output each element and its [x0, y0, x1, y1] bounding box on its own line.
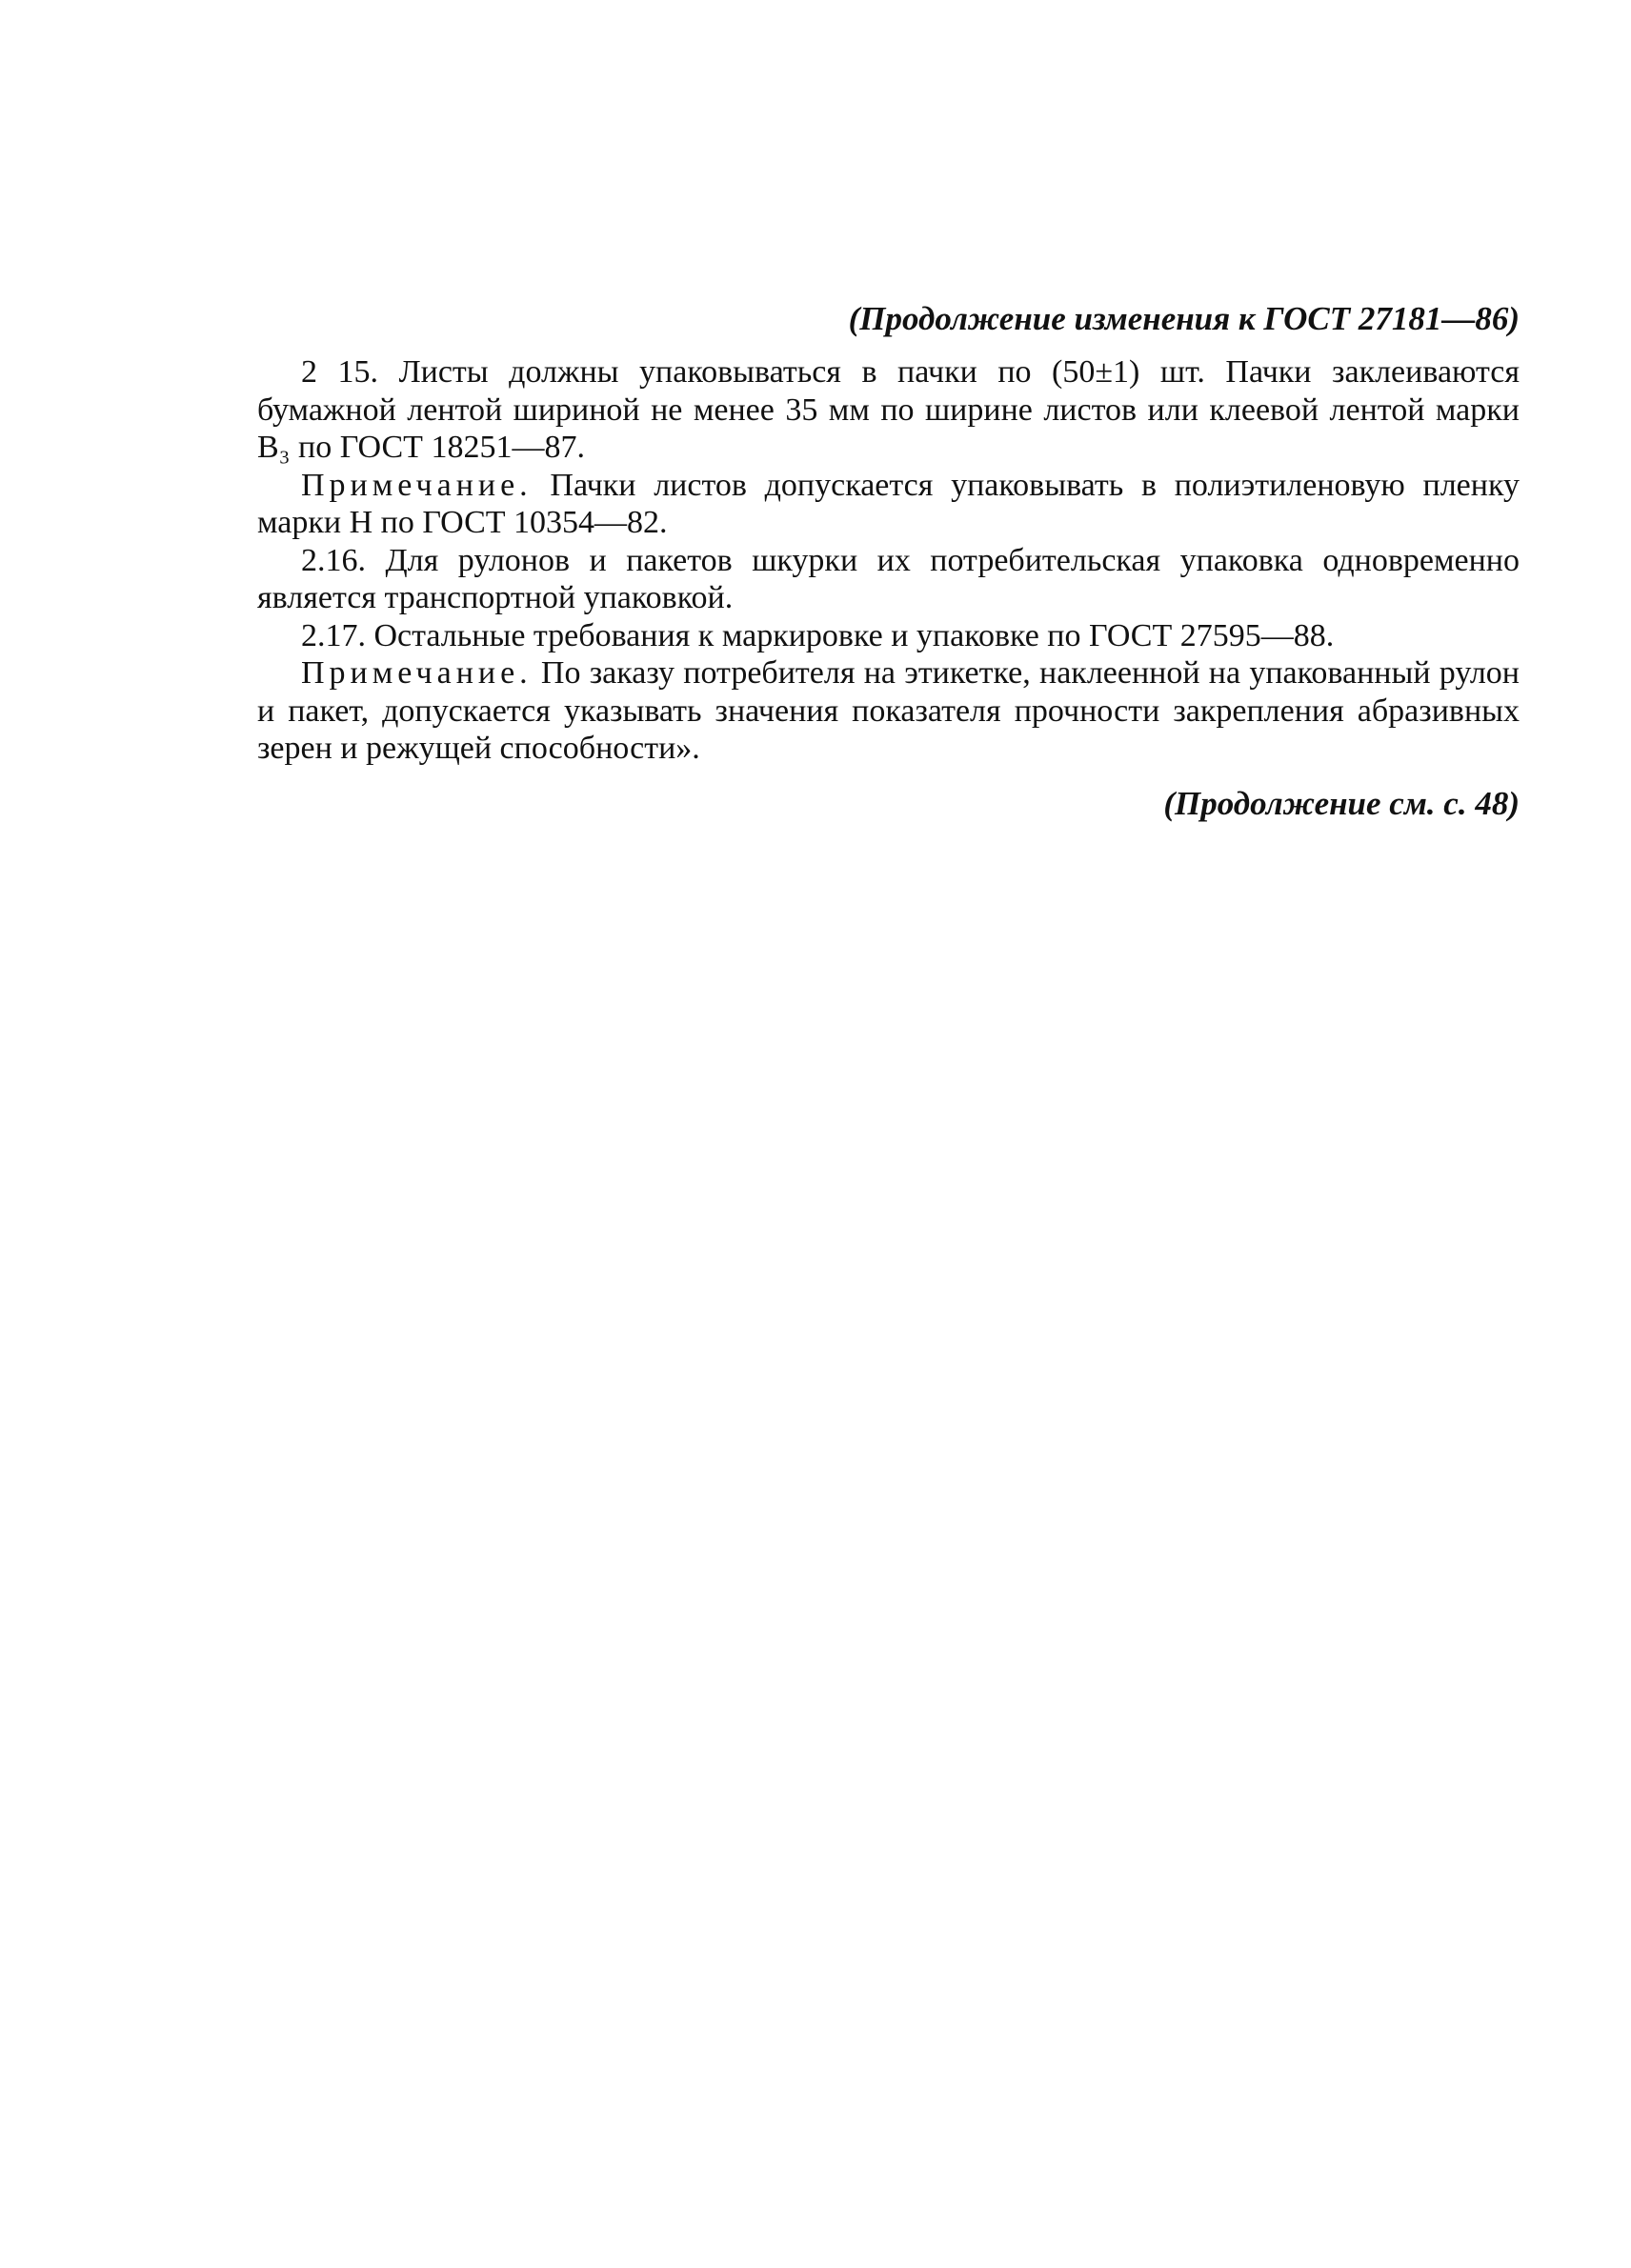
page-content	[257, 298, 1520, 825]
note-2	[257, 654, 1520, 768]
continuation-header: (Продолжение изменения к ГОСТ 27181—86)	[848, 300, 1520, 337]
note-label: Примечание.	[301, 655, 533, 691]
note-text: Пачки листов допускается упаковывать в полиэтиленовую пленку марки Н по ГОСТ 10354—82.	[257, 467, 1520, 540]
paragraph-2-17	[257, 617, 1520, 655]
note-label: Примечание.	[301, 467, 533, 503]
paragraph-text: 2.16. Для рулонов и пакетов шкурки их потребительская упаковка одновременно является транспортной упаковкой.	[257, 542, 1520, 615]
paragraph-2-16	[257, 542, 1520, 617]
paragraph-2-15	[257, 353, 1520, 467]
note-1	[257, 467, 1520, 542]
paragraph-text: 2 15. Листы должны упаковываться в пачки по (50±1) шт. Пачки заклеиваются бумажной лентой шириной не менее 35 мм по ширине листов или клеевой лентой марки В₃ по ГОСТ 18251—87.	[257, 354, 1520, 465]
note-text: По заказу потребителя на этикетке, наклеенной на упакованный рулон и пакет, допускается указывать значения показателя прочности закрепления абразивных зерен и режущей способности».	[257, 655, 1520, 766]
continuation-footer: (Продолжение см. с. 48)	[1163, 784, 1520, 822]
paragraph-text: 2.17. Остальные требования к маркировке и упаковке по ГОСТ 27595—88.	[301, 617, 1335, 653]
